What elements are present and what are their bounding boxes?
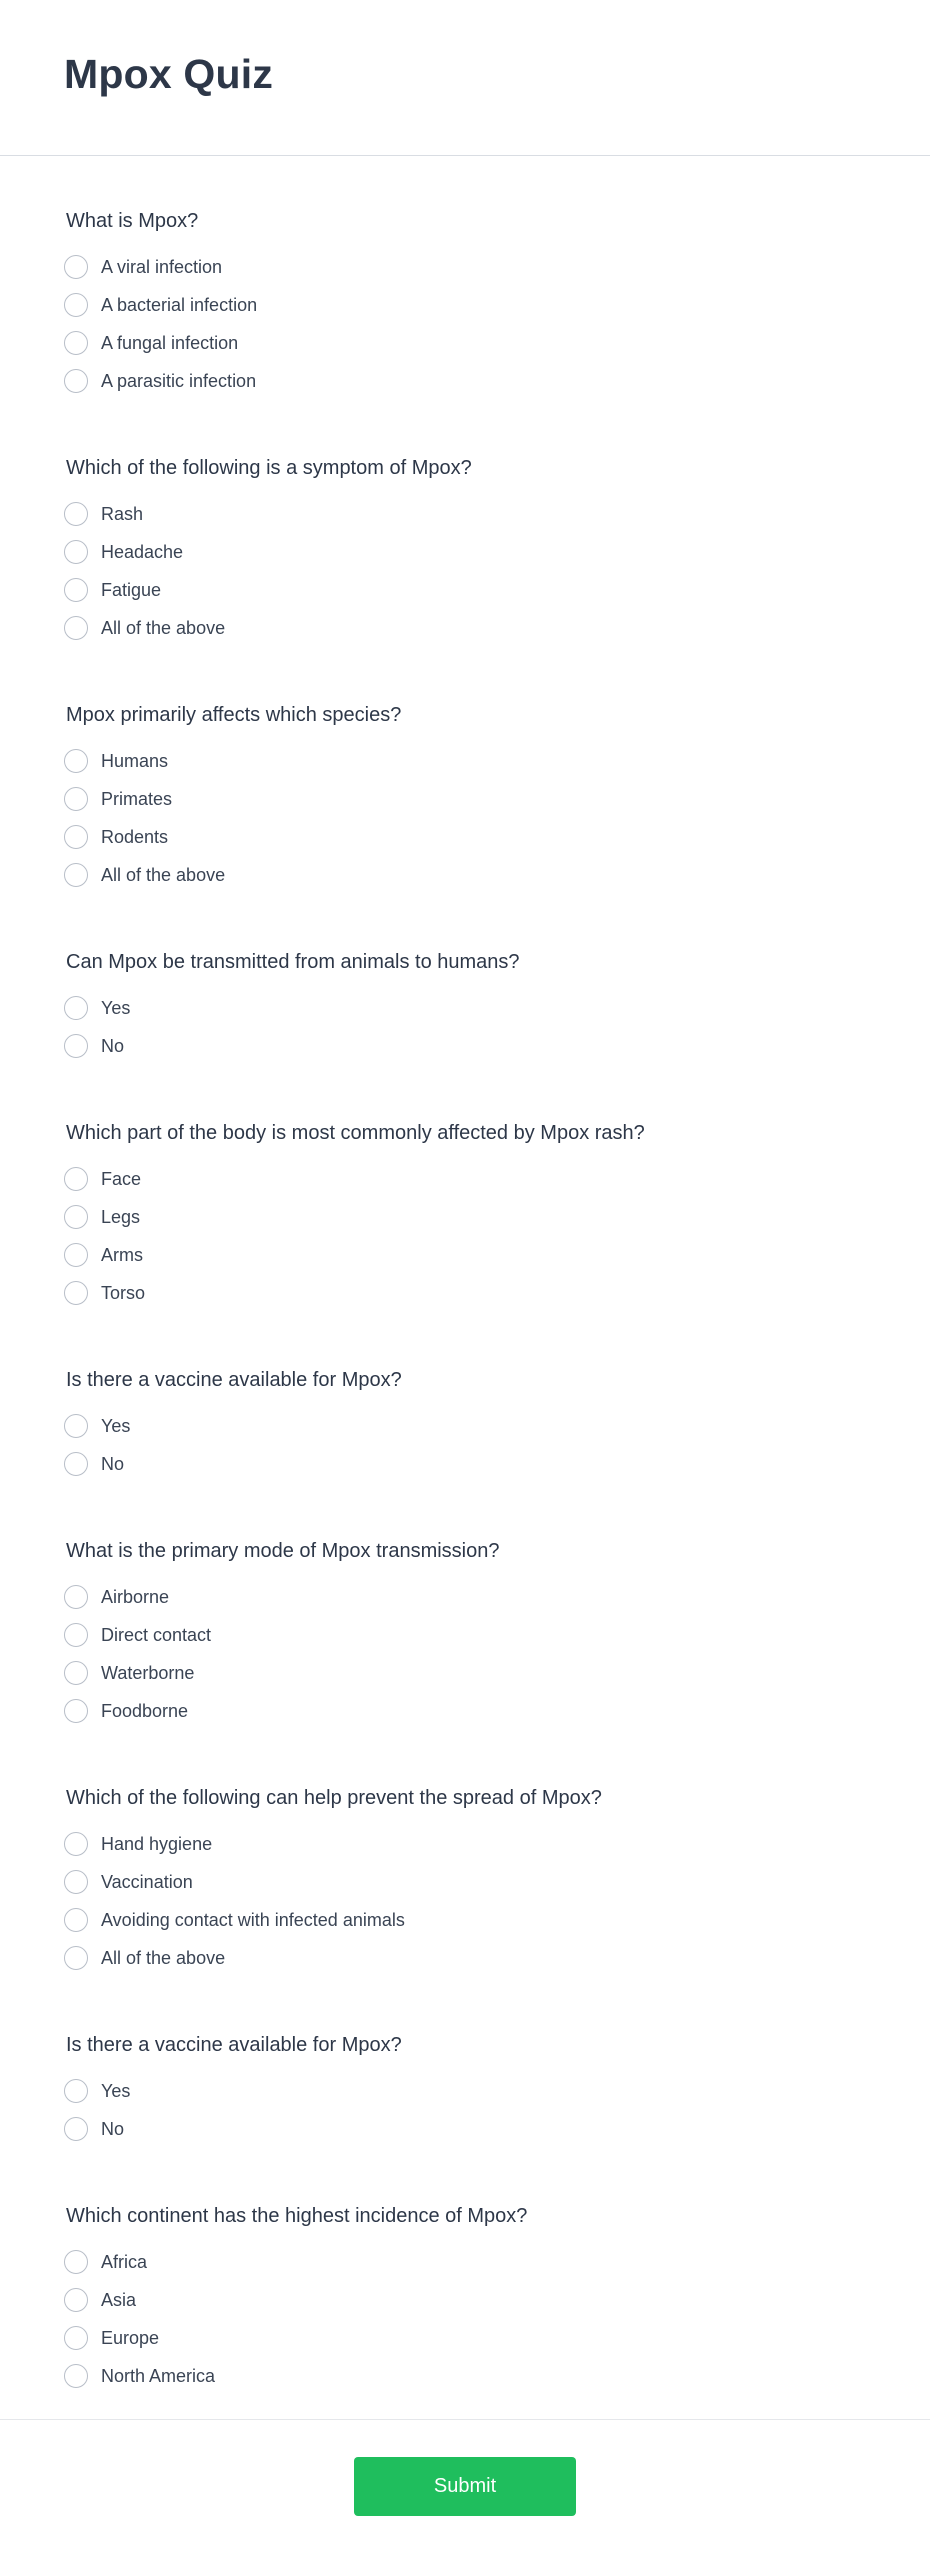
radio-button[interactable]: [64, 787, 88, 811]
answer-option[interactable]: [66, 1445, 930, 1483]
radio-button[interactable]: [64, 1167, 88, 1191]
option-label: Legs: [101, 1206, 141, 1227]
option-label: Vaccination: [101, 1871, 193, 1892]
option-label: Avoiding contact with infected animals: [101, 1909, 405, 1930]
option-label: Humans: [101, 750, 169, 771]
question-text: Mpox primarily affects which species?: [66, 704, 402, 726]
option-label: Yes: [101, 1415, 131, 1436]
answer-option[interactable]: [66, 1616, 930, 1654]
answer-option[interactable]: [66, 571, 930, 609]
radio-button[interactable]: [64, 1832, 88, 1856]
radio-button[interactable]: [64, 749, 88, 773]
question-text: Which of the following can help prevent the spread of Mpox?: [66, 1787, 602, 1809]
answer-option[interactable]: [66, 1825, 930, 1863]
option-label: Foodborne: [101, 1700, 189, 1721]
option-label: A fungal infection: [101, 332, 239, 353]
answer-option[interactable]: [66, 495, 930, 533]
option-label: A parasitic infection: [101, 370, 257, 391]
radio-button[interactable]: [64, 2117, 88, 2141]
radio-button[interactable]: [64, 1623, 88, 1647]
option-label: Yes: [101, 997, 131, 1018]
answer-option[interactable]: [66, 286, 930, 324]
option-label: A bacterial infection: [101, 294, 258, 315]
option-label: Fatigue: [101, 579, 162, 600]
answer-option[interactable]: [66, 1939, 930, 1977]
question-block: [0, 1536, 930, 1783]
radio-button[interactable]: [64, 502, 88, 526]
option-label: Direct contact: [101, 1624, 212, 1645]
option-label: North America: [101, 2365, 216, 2386]
option-label: Face: [101, 1168, 142, 1189]
radio-button[interactable]: [64, 1908, 88, 1932]
answer-option[interactable]: [66, 989, 930, 1027]
radio-button[interactable]: [64, 1946, 88, 1970]
question-block: [0, 1118, 930, 1365]
radio-button[interactable]: [64, 2288, 88, 2312]
radio-button[interactable]: [64, 1414, 88, 1438]
question-block: [0, 2030, 930, 2201]
answer-option[interactable]: [66, 248, 930, 286]
answer-option[interactable]: [66, 533, 930, 571]
answer-option[interactable]: [66, 324, 930, 362]
radio-button[interactable]: [64, 331, 88, 355]
option-label: Torso: [101, 1282, 146, 1303]
radio-button[interactable]: [64, 369, 88, 393]
option-label: Rash: [101, 503, 144, 524]
option-label: Yes: [101, 2080, 131, 2101]
radio-button[interactable]: [64, 578, 88, 602]
option-label: Airborne: [101, 1586, 170, 1607]
question-block: [0, 206, 930, 453]
option-label: All of the above: [101, 617, 226, 638]
question-list: [0, 156, 930, 2420]
radio-button[interactable]: [64, 825, 88, 849]
question-text: Is there a vaccine available for Mpox?: [66, 1369, 402, 1391]
answer-option[interactable]: [66, 2281, 930, 2319]
question-text: Is there a vaccine available for Mpox?: [66, 2034, 402, 2056]
question-block: [0, 1365, 930, 1536]
question-block: [0, 947, 930, 1118]
radio-button[interactable]: [64, 1452, 88, 1476]
radio-button[interactable]: [64, 616, 88, 640]
radio-button[interactable]: [64, 1243, 88, 1267]
option-label: No: [101, 2118, 125, 2139]
answer-option[interactable]: [66, 780, 930, 818]
radio-button[interactable]: [64, 540, 88, 564]
question-text: What is Mpox?: [66, 210, 199, 232]
option-label: A viral infection: [101, 256, 223, 277]
question-block: [0, 1783, 930, 2030]
radio-button[interactable]: [64, 2326, 88, 2350]
radio-button[interactable]: [64, 1034, 88, 1058]
answer-option[interactable]: [66, 1274, 930, 1312]
option-label: Rodents: [101, 826, 169, 847]
question-text: Can Mpox be transmitted from animals to humans?: [66, 951, 520, 973]
answer-option[interactable]: [66, 1863, 930, 1901]
answer-option[interactable]: [66, 2243, 930, 2281]
page-title: Mpox Quiz: [64, 51, 274, 97]
quiz-header: [0, 0, 930, 156]
question-text: What is the primary mode of Mpox transmission?: [66, 1540, 500, 1562]
answer-option[interactable]: [66, 1236, 930, 1274]
question-text: Which part of the body is most commonly affected by Mpox rash?: [66, 1122, 645, 1144]
answer-option[interactable]: [66, 1578, 930, 1616]
answer-option[interactable]: [66, 609, 930, 647]
option-label: Arms: [101, 1244, 143, 1265]
answer-option[interactable]: [66, 1198, 930, 1236]
option-label: No: [101, 1453, 125, 1474]
question-text: Which of the following is a symptom of Mpox?: [66, 457, 472, 479]
answer-option[interactable]: [66, 1160, 930, 1198]
radio-button[interactable]: [64, 1699, 88, 1723]
radio-button[interactable]: [64, 863, 88, 887]
submit-button[interactable]: Submit: [354, 2457, 576, 2516]
question-block: [0, 2201, 930, 2448]
option-label: Waterborne: [101, 1662, 195, 1683]
answer-option[interactable]: [66, 2357, 930, 2395]
question-text: Which continent has the highest incidence of Mpox?: [66, 2205, 528, 2227]
answer-option[interactable]: [66, 1692, 930, 1730]
answer-option[interactable]: [66, 2110, 930, 2148]
answer-option[interactable]: [66, 1901, 930, 1939]
option-label: Primates: [101, 788, 173, 809]
question-block: [0, 700, 930, 947]
quiz-footer: [0, 2420, 930, 2516]
option-label: All of the above: [101, 864, 226, 885]
option-label: Hand hygiene: [101, 1833, 213, 1854]
answer-option[interactable]: [66, 742, 930, 780]
radio-button[interactable]: [64, 1661, 88, 1685]
radio-button[interactable]: [64, 2079, 88, 2103]
option-label: Headache: [101, 541, 184, 562]
radio-button[interactable]: [64, 2250, 88, 2274]
answer-option[interactable]: [66, 362, 930, 400]
answer-option[interactable]: [66, 2319, 930, 2357]
answer-option[interactable]: [66, 856, 930, 894]
radio-button[interactable]: [64, 2364, 88, 2388]
answer-option[interactable]: [66, 818, 930, 856]
radio-button[interactable]: [64, 1585, 88, 1609]
option-label: All of the above: [101, 1947, 226, 1968]
option-label: Africa: [101, 2251, 148, 2272]
radio-button[interactable]: [64, 1870, 88, 1894]
answer-option[interactable]: [66, 1654, 930, 1692]
option-label: No: [101, 1035, 125, 1056]
radio-button[interactable]: [64, 1205, 88, 1229]
answer-option[interactable]: [66, 2072, 930, 2110]
radio-button[interactable]: [64, 1281, 88, 1305]
answer-option[interactable]: [66, 1027, 930, 1065]
option-label: Asia: [101, 2289, 137, 2310]
answer-option[interactable]: [66, 1407, 930, 1445]
option-label: Europe: [101, 2327, 160, 2348]
radio-button[interactable]: [64, 996, 88, 1020]
radio-button[interactable]: [64, 255, 88, 279]
radio-button[interactable]: [64, 293, 88, 317]
question-block: [0, 453, 930, 700]
